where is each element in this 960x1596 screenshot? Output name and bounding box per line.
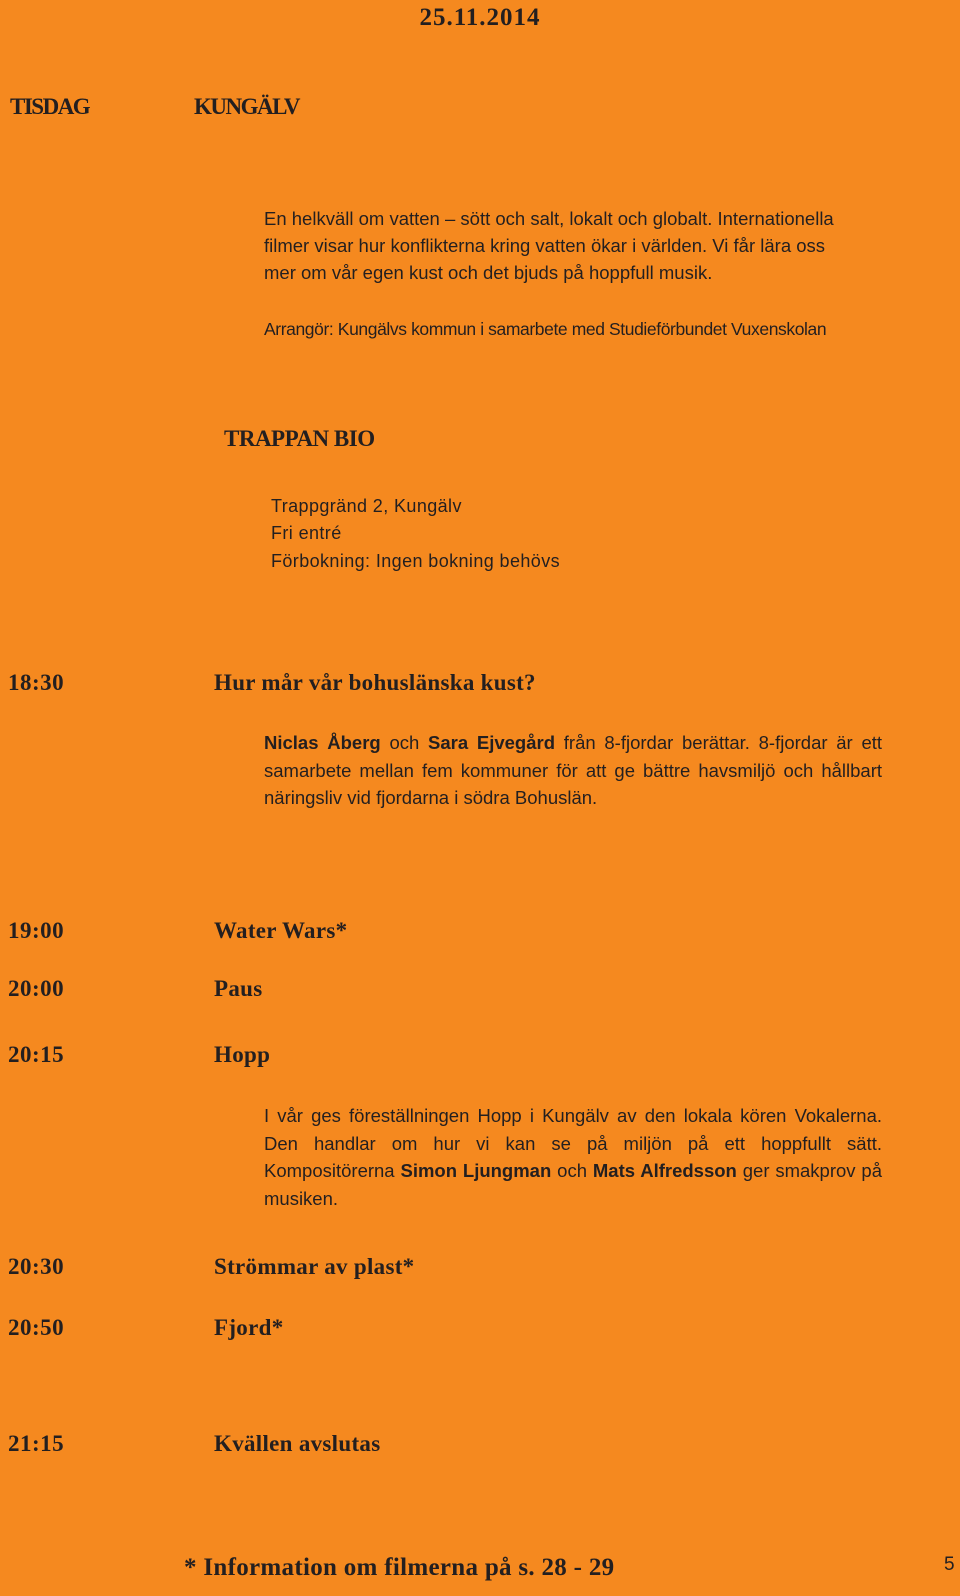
venue-name: TRAPPAN BIO (224, 426, 375, 451)
schedule-title: Water Wars* (214, 918, 348, 943)
venue-booking: Förbokning: Ingen bokning behövs (271, 551, 560, 571)
description-text: och (380, 732, 429, 753)
city-heading: KUNGÄLV (194, 94, 299, 119)
schedule-description (264, 729, 882, 812)
schedule-title: Strömmar av plast* (214, 1254, 415, 1279)
schedule-title: Hur mår vår bohuslänska kust? (214, 670, 536, 695)
schedule-description (264, 1102, 882, 1212)
weekday-heading: TISDAG (10, 94, 90, 119)
schedule-time: 21:15 (8, 1431, 65, 1456)
speaker-name: Sara Ejvegård (428, 732, 556, 753)
page-number: 5 (944, 1554, 955, 1575)
composer-name: Simon Ljungman (400, 1160, 552, 1181)
intro-line-1: En helkväll om vatten – sött och salt, lokalt och globalt. Internationella (264, 208, 834, 229)
schedule-time: 20:15 (8, 1042, 65, 1067)
schedule-time: 20:00 (8, 976, 65, 1001)
schedule-title: Hopp (214, 1042, 271, 1067)
schedule-title: Paus (214, 976, 263, 1001)
description-text: I vår ges föreställningen Hopp i Kungälv av den lokala kören Vokalerna. Den handlar om hur vi kan se på miljön på ett hoppfullt sätt. Kompositörerna (264, 1105, 882, 1181)
intro-line-2: filmer visar hur konflikterna kring vatten ökar i världen. Vi får lära oss (264, 235, 826, 256)
film-info-note: * Information om filmerna på s. 28 - 29 (184, 1554, 615, 1581)
intro-line-3: mer om vår egen kust och det bjuds på hoppfull musik. (264, 262, 713, 283)
description-text: ger smakprov på musiken. (264, 1160, 883, 1209)
composer-name: Mats Alfredsson (592, 1160, 737, 1181)
schedule-time: 19:00 (8, 918, 65, 943)
schedule-time: 18:30 (8, 670, 65, 695)
speaker-name: Niclas Åberg (264, 732, 381, 753)
event-date: 25.11.2014 (419, 4, 541, 31)
description-text: från 8-fjordar berättar. 8-fjordar är ett samarbete mellan fem kommuner för att ge bättre havsmiljö och hållbart näringsliv vid fjordarna i södra Bohuslän. (264, 732, 883, 808)
schedule-time: 20:30 (8, 1254, 65, 1279)
description-text: och (551, 1160, 593, 1181)
venue-entry: Fri entré (271, 523, 342, 543)
schedule-time: 20:50 (8, 1315, 65, 1340)
schedule-title: Kvällen avslutas (214, 1431, 381, 1456)
schedule-title: Fjord* (214, 1315, 284, 1340)
organizer-text: Arrangör: Kungälvs kommun i samarbete med Studieförbundet Vuxenskolan (264, 319, 827, 339)
venue-address: Trappgränd 2, Kungälv (271, 496, 462, 516)
